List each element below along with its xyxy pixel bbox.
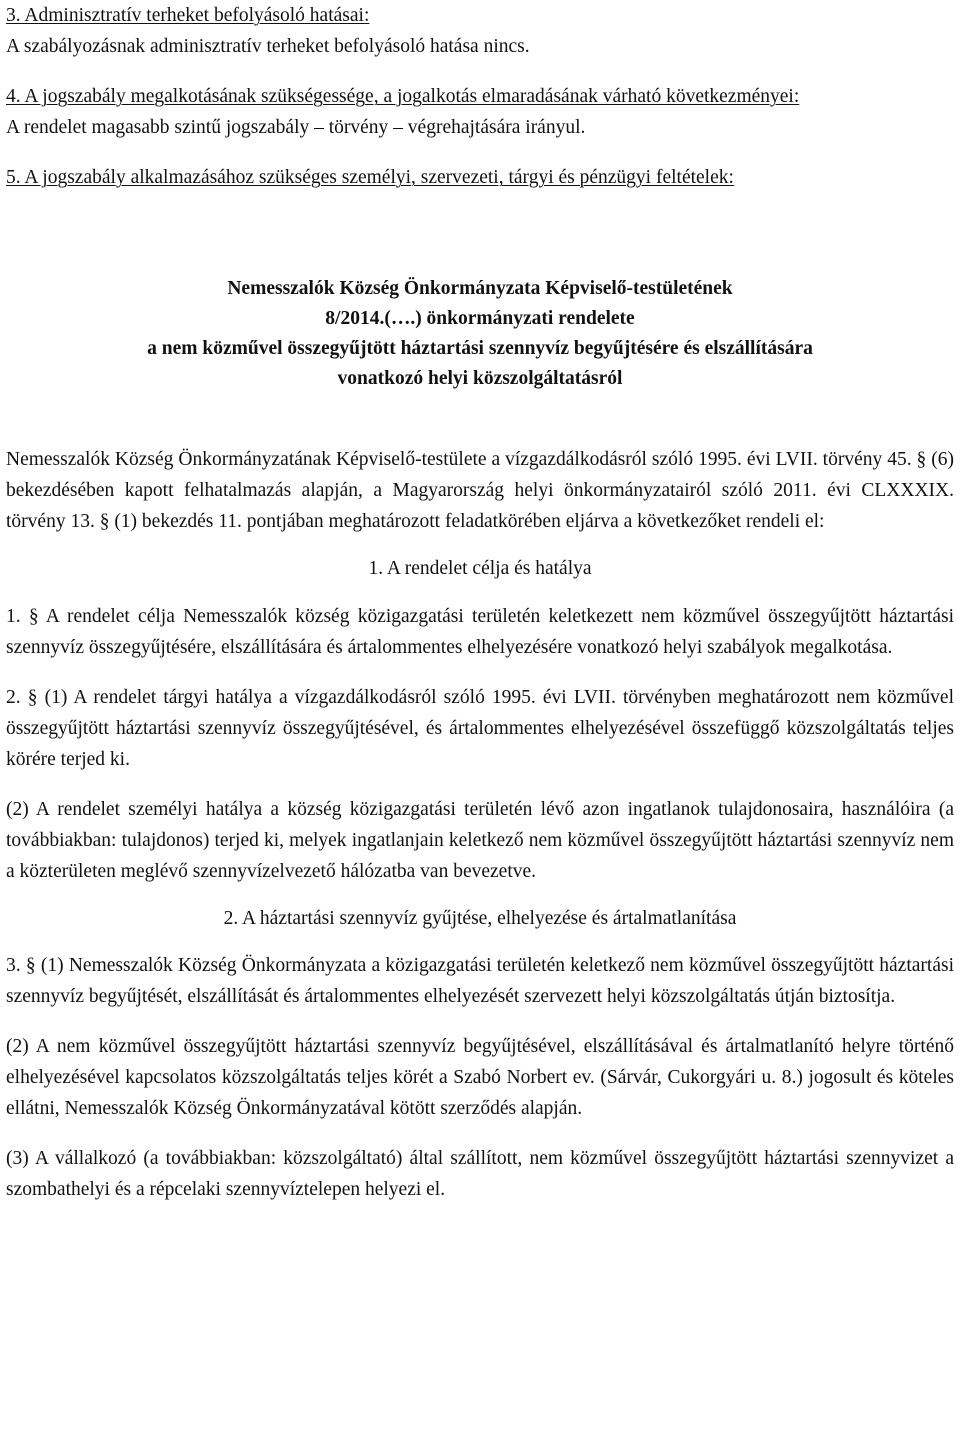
section2-para2: (2) A nem közművel összegyűjtött háztartási szennyvíz begyűjtésével, elszállításával és ártalmatlanító helyre történő elhelyezésével kapcsolatos közszolgáltatás teljes körét a Szabó Norbert ev. (Sárvár, Cukorgyári u. 8.) jogosult és köteles ellátni, Nemesszalók Község Önkormányzatával kötött szerződés alapján.: [6, 1036, 954, 1119]
title-line-3: a nem közművel összegyűjtött háztartási szennyvíz begyűjtésére és elszállítására: [147, 338, 813, 359]
item3-heading: 3. Adminisztratív terheket befolyásoló hatásai:: [6, 5, 370, 26]
item4-text: A rendelet magasabb szintű jogszabály – törvény – végrehajtására irányul.: [6, 117, 586, 138]
item4-heading: 4. A jogszabály megalkotásának szükségessége, a jogalkotás elmaradásának várható következményei:: [6, 86, 800, 107]
section2-heading: 2. A háztartási szennyvíz gyűjtése, elhelyezése és ártalmatlanítása: [223, 908, 737, 929]
title-line-4: vonatkozó helyi közszolgáltatásról: [337, 368, 623, 389]
title-line-2: 8/2014.(….) önkormányzati rendelete: [325, 308, 635, 329]
section1-heading: 1. A rendelet célja és hatálya: [368, 558, 592, 579]
regulation-title: [6, 274, 954, 394]
section1-para2: 2. § (1) A rendelet tárgyi hatálya a vízgazdálkodásról szóló 1995. évi LVII. törvényben meghatározott nem közművel összegyűjtött háztartási szennyvíz összegyűjtésével, és ártalommentes elhelyezésével összefüggő közszolgáltatás teljes körére terjed ki.: [6, 687, 954, 770]
item3-text: A szabályozásnak adminisztratív terheket befolyásoló hatása nincs.: [6, 36, 530, 57]
item5-heading: 5. A jogszabály alkalmazásához szükséges személyi, szervezeti, tárgyi és pénzügyi feltételek:: [6, 167, 734, 188]
section1-para3: (2) A rendelet személyi hatálya a község közigazgatási területén lévő azon ingatlanok tulajdonosaira, használóira (a továbbiakban: tulajdonos) terjed ki, melyek ingatlanjain keletkező nem közművel összegyűjtött háztartási szennyvíz nem a közterületen meglévő szennyvízelvezető hálózatba van bevezetve.: [6, 799, 954, 882]
section2-para3: (3) A vállalkozó (a továbbiakban: közszolgáltató) által szállított, nem közművel összegyűjtött háztartási szennyvizet a szombathelyi és a répcelaki szennyvíztelepen helyezi el.: [6, 1148, 954, 1200]
document-page: [6, 0, 954, 1205]
preamble: Nemesszalók Község Önkormányzatának Képviselő-testülete a vízgazdálkodásról szóló 1995. évi LVII. törvény 45. § (6) bekezdésében kapott felhatalmazás alapján, a Magyarország helyi önkormányzatairól szóló 2011. évi CLXXXIX. törvény 13. § (1) bekezdés 11. pontjában meghatározott feladatkörében eljárva a következőket rendeli el:: [6, 449, 954, 532]
title-line-1: Nemesszalók Község Önkormányzata Képviselő-testületének: [227, 278, 733, 299]
section1-para1: 1. § A rendelet célja Nemesszalók község közigazgatási területén keletkezett nem közművel összegyűjtött háztartási szennyvíz összegyűjtésére, elszállítására és ártalommentes elhelyezésére vonatkozó helyi szabályok megalkotása.: [6, 606, 954, 658]
section2-para1: 3. § (1) Nemesszalók Község Önkormányzata a közigazgatási területén keletkező nem közművel összegyűjtött háztartási szennyvíz begyűjtését, elszállítását és ártalommentes elhelyezését szervezett helyi közszolgáltatás útján biztosítja.: [6, 955, 954, 1007]
